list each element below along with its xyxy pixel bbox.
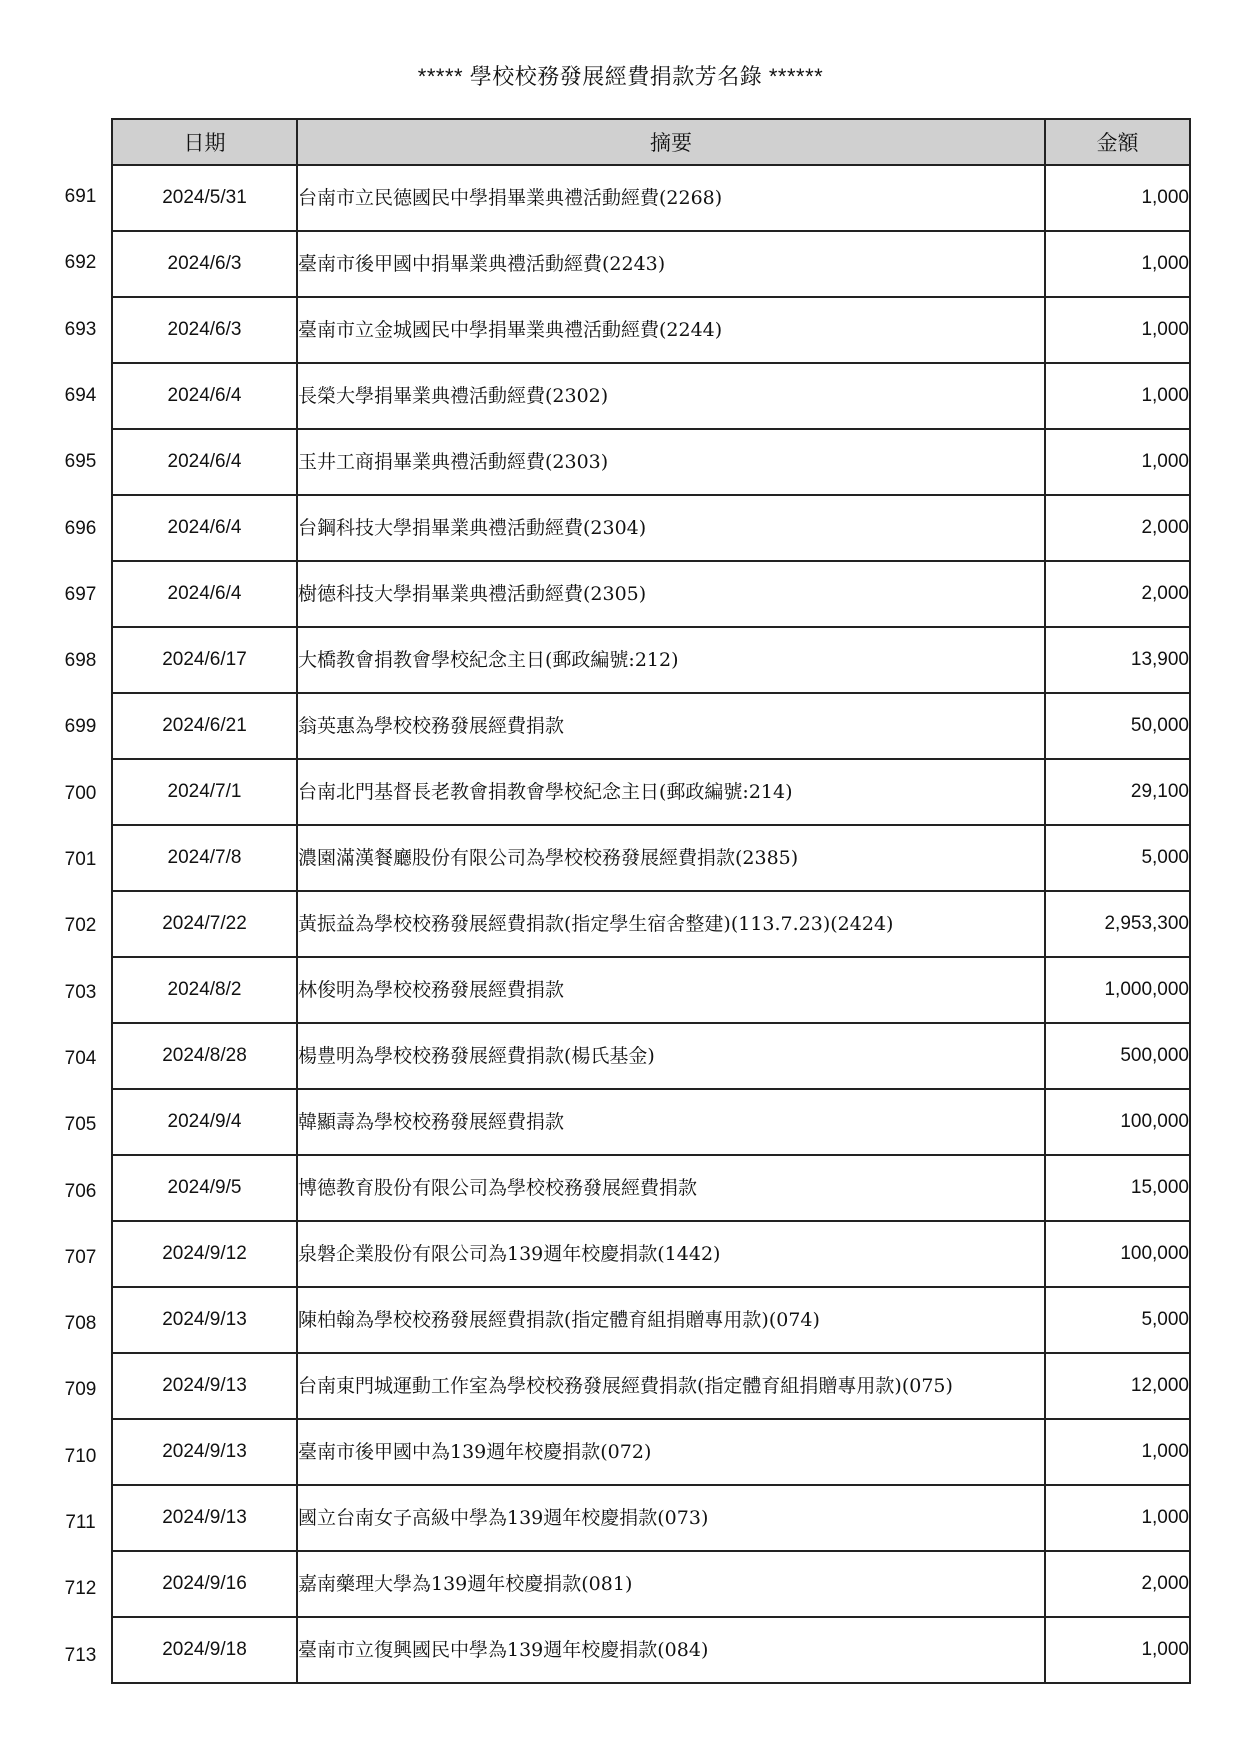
table-row <box>112 1419 1190 1485</box>
cell-summary: 博德教育股份有限公司為學校校務發展經費捐款 <box>297 1155 1045 1221</box>
table-row <box>112 891 1190 957</box>
cell-amount: 1,000 <box>1045 1485 1190 1551</box>
cell-summary: 黃振益為學校校務發展經費捐款(指定學生宿舍整建)(113.7.23)(2424) <box>297 891 1045 957</box>
cell-amount: 13,900 <box>1045 627 1190 693</box>
table-row <box>112 231 1190 297</box>
table-row <box>112 165 1190 231</box>
table-row <box>112 363 1190 429</box>
table-row <box>112 627 1190 693</box>
cell-date: 2024/8/2 <box>112 957 297 1023</box>
donation-table <box>111 118 1191 1684</box>
cell-amount: 2,953,300 <box>1045 891 1190 957</box>
cell-amount: 1,000 <box>1045 165 1190 231</box>
row-number: 703 <box>64 981 97 1003</box>
cell-amount: 29,100 <box>1045 759 1190 825</box>
row-number: 712 <box>64 1578 97 1600</box>
row-number: 693 <box>64 318 97 340</box>
cell-amount: 5,000 <box>1045 1287 1190 1353</box>
table-row <box>112 1221 1190 1287</box>
cell-date: 2024/9/5 <box>112 1155 297 1221</box>
cell-summary: 泉磐企業股份有限公司為139週年校慶捐款(1442) <box>297 1221 1045 1287</box>
row-number: 709 <box>64 1379 97 1401</box>
cell-date: 2024/7/1 <box>112 759 297 825</box>
cell-summary: 濃園滿漢餐廳股份有限公司為學校校務發展經費捐款(2385) <box>297 825 1045 891</box>
cell-summary: 陳柏翰為學校校務發展經費捐款(指定體育組捐贈專用款)(074) <box>297 1287 1045 1353</box>
column-header-summary: 摘要 <box>297 119 1045 165</box>
cell-date: 2024/6/3 <box>112 297 297 363</box>
table-row <box>112 561 1190 627</box>
table-row <box>112 1353 1190 1419</box>
table-row <box>112 693 1190 759</box>
cell-summary: 楊豊明為學校校務發展經費捐款(楊氏基金) <box>297 1023 1045 1089</box>
table-row <box>112 297 1190 363</box>
cell-date: 2024/6/4 <box>112 495 297 561</box>
cell-summary: 臺南市立金城國民中學捐畢業典禮活動經費(2244) <box>297 297 1045 363</box>
cell-amount: 2,000 <box>1045 1551 1190 1617</box>
cell-summary: 韓顯壽為學校校務發展經費捐款 <box>297 1089 1045 1155</box>
cell-summary: 臺南市後甲國中為139週年校慶捐款(072) <box>297 1419 1045 1485</box>
cell-amount: 500,000 <box>1045 1023 1190 1089</box>
cell-summary: 嘉南藥理大學為139週年校慶捐款(081) <box>297 1551 1045 1617</box>
row-number: 713 <box>64 1644 97 1666</box>
cell-summary: 樹德科技大學捐畢業典禮活動經費(2305) <box>297 561 1045 627</box>
cell-summary: 臺南市立復興國民中學為139週年校慶捐款(084) <box>297 1617 1045 1683</box>
row-number: 700 <box>64 782 97 804</box>
table-row <box>112 1617 1190 1683</box>
cell-summary: 大橋教會捐教會學校紀念主日(郵政編號:212) <box>297 627 1045 693</box>
row-number: 696 <box>64 517 97 539</box>
table-row <box>112 1287 1190 1353</box>
cell-date: 2024/6/17 <box>112 627 297 693</box>
column-header-amount: 金額 <box>1045 119 1190 165</box>
cell-amount: 12,000 <box>1045 1353 1190 1419</box>
cell-amount: 1,000 <box>1045 1419 1190 1485</box>
row-number: 691 <box>64 186 97 207</box>
row-number: 706 <box>64 1180 97 1202</box>
row-number: 708 <box>64 1313 97 1335</box>
cell-date: 2024/6/4 <box>112 561 297 627</box>
row-number: 698 <box>64 650 97 672</box>
cell-summary: 國立台南女子高級中學為139週年校慶捐款(073) <box>297 1485 1045 1551</box>
cell-date: 2024/9/4 <box>112 1089 297 1155</box>
cell-summary: 玉井工商捐畢業典禮活動經費(2303) <box>297 429 1045 495</box>
cell-date: 2024/9/13 <box>112 1485 297 1551</box>
table-row <box>112 759 1190 825</box>
cell-amount: 100,000 <box>1045 1089 1190 1155</box>
cell-date: 2024/8/28 <box>112 1023 297 1089</box>
cell-summary: 台南市立民德國民中學捐畢業典禮活動經費(2268) <box>297 165 1045 231</box>
cell-amount: 1,000 <box>1045 231 1190 297</box>
table-body <box>112 165 1190 1683</box>
cell-amount: 1,000 <box>1045 429 1190 495</box>
table-header-row <box>112 119 1190 165</box>
cell-amount: 50,000 <box>1045 693 1190 759</box>
row-number: 695 <box>64 451 97 473</box>
column-header-date: 日期 <box>112 119 297 165</box>
cell-summary: 翁英惠為學校校務發展經費捐款 <box>297 693 1045 759</box>
cell-summary: 台南北門基督長老教會捐教會學校紀念主日(郵政編號:214) <box>297 759 1045 825</box>
row-number: 710 <box>64 1445 97 1467</box>
table-row <box>112 1551 1190 1617</box>
table-row <box>112 1089 1190 1155</box>
row-number: 694 <box>64 384 97 406</box>
cell-date: 2024/9/16 <box>112 1551 297 1617</box>
row-number: 699 <box>64 716 97 738</box>
cell-amount: 1,000 <box>1045 1617 1190 1683</box>
table-row <box>112 495 1190 561</box>
cell-amount: 5,000 <box>1045 825 1190 891</box>
row-number: 707 <box>64 1246 97 1268</box>
cell-date: 2024/7/22 <box>112 891 297 957</box>
cell-amount: 100,000 <box>1045 1221 1190 1287</box>
table-row <box>112 1485 1190 1551</box>
cell-amount: 2,000 <box>1045 495 1190 561</box>
cell-date: 2024/9/13 <box>112 1287 297 1353</box>
cell-date: 2024/9/13 <box>112 1419 297 1485</box>
cell-summary: 台鋼科技大學捐畢業典禮活動經費(2304) <box>297 495 1045 561</box>
cell-date: 2024/5/31 <box>112 165 297 231</box>
row-number: 711 <box>65 1512 96 1533</box>
cell-date: 2024/6/3 <box>112 231 297 297</box>
row-number: 697 <box>64 583 97 605</box>
table-row <box>112 1023 1190 1089</box>
page-title: ***** 學校校務發展經費捐款芳名錄 ****** <box>417 64 824 89</box>
table-row <box>112 429 1190 495</box>
row-number: 701 <box>64 849 97 870</box>
cell-date: 2024/9/13 <box>112 1353 297 1419</box>
cell-amount: 1,000,000 <box>1045 957 1190 1023</box>
row-number: 692 <box>64 252 97 274</box>
table-row <box>112 1155 1190 1221</box>
cell-summary: 長榮大學捐畢業典禮活動經費(2302) <box>297 363 1045 429</box>
row-number: 704 <box>64 1047 97 1069</box>
row-number: 705 <box>64 1114 97 1136</box>
cell-date: 2024/7/8 <box>112 825 297 891</box>
table-row <box>112 957 1190 1023</box>
row-number: 702 <box>64 915 97 937</box>
cell-amount: 1,000 <box>1045 297 1190 363</box>
cell-summary: 林俊明為學校校務發展經費捐款 <box>297 957 1045 1023</box>
cell-summary: 臺南市後甲國中捐畢業典禮活動經費(2243) <box>297 231 1045 297</box>
cell-amount: 1,000 <box>1045 363 1190 429</box>
cell-date: 2024/9/12 <box>112 1221 297 1287</box>
cell-date: 2024/6/21 <box>112 693 297 759</box>
table-row <box>112 825 1190 891</box>
cell-amount: 2,000 <box>1045 561 1190 627</box>
cell-summary: 台南東門城運動工作室為學校校務發展經費捐款(指定體育組捐贈專用款)(075) <box>297 1353 1045 1419</box>
cell-amount: 15,000 <box>1045 1155 1190 1221</box>
cell-date: 2024/9/18 <box>112 1617 297 1683</box>
cell-date: 2024/6/4 <box>112 429 297 495</box>
cell-date: 2024/6/4 <box>112 363 297 429</box>
